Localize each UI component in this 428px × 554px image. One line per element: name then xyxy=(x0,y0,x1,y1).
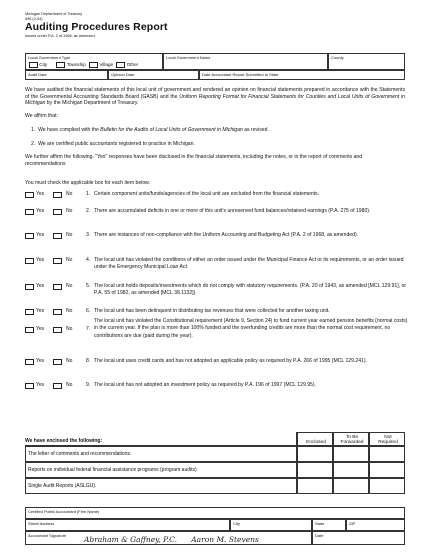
affirmation-1-bulletin: Bulletin for the Audits of Local Units of Government in Michigan xyxy=(100,127,243,133)
yes-checkbox[interactable] xyxy=(25,309,34,315)
question-text: There are accumulated deficits in one or more of this unit's unreserved fund balances/retained earnings (P.A. 275 of 1980). xyxy=(94,208,371,214)
enclosed-heading: We have enclosed the following: xyxy=(25,438,103,444)
city-field-label: City xyxy=(233,521,240,526)
township-checkbox[interactable] xyxy=(56,62,65,68)
yes-checkbox[interactable] xyxy=(25,359,34,365)
zip-field[interactable] xyxy=(346,519,405,531)
no-checkbox[interactable] xyxy=(53,383,62,389)
question-number: 6. xyxy=(86,308,91,314)
no-label: No xyxy=(66,358,73,364)
enclosed-row-label: Reports on individual federal financial assistance programs (program audits). xyxy=(28,467,199,473)
no-checkbox[interactable] xyxy=(53,284,62,290)
question-text: The local unit has violated the Constitutional requirement (Article 9, Section 24) to fund current year earned pension benefits (normal costs) in the current year. If the plan is more than 100% funded and the overfunding credits are more than the normal cost requirement, no contributions are due (paid during the year). xyxy=(94,318,408,339)
other-label: Other xyxy=(126,62,139,68)
yes-label: Yes xyxy=(36,382,45,388)
local-government-type-field xyxy=(25,53,163,70)
yes-label: Yes xyxy=(36,326,45,332)
question-text: The local unit has violated the conditions of either an order issued under the Municipal Finance Act or its requirements, or an order issued under the Emergency Municipal Loan Act. xyxy=(94,257,404,271)
audit-date-label: Audit Date xyxy=(28,72,47,77)
question-text: Certain component units/funds/agencies of the local unit are excluded from the financial statements. xyxy=(94,191,320,197)
date-label: Date xyxy=(315,533,324,538)
question-text: The local unit has not adopted an investment policy as required by P.A. 196 of 1997 (MCL 129.95). xyxy=(94,382,316,388)
yes-checkbox[interactable] xyxy=(25,327,34,333)
no-label: No xyxy=(66,283,73,289)
no-checkbox[interactable] xyxy=(53,233,62,239)
col-required xyxy=(369,432,405,446)
form-number: 496 (2-04) xyxy=(25,16,43,21)
forwarded-cell[interactable] xyxy=(333,446,369,462)
yes-checkbox[interactable] xyxy=(25,284,34,290)
city-checkbox[interactable] xyxy=(29,62,38,68)
instruction-text: You must check the applicable box for each item below. xyxy=(25,180,150,186)
enclosed-cell[interactable] xyxy=(297,446,333,462)
government-type-options xyxy=(29,62,138,68)
affirmation-1-text: We have complied with the xyxy=(38,127,101,133)
affirmation-1-number: 1. xyxy=(31,127,39,133)
city-field[interactable] xyxy=(230,519,312,531)
issued-under: Issued under P.A. 2 of 1968, as amended. xyxy=(25,33,96,38)
enclosed-row-label: Single Audit Reports (ASLGU). xyxy=(28,483,97,489)
opinion-date-field[interactable] xyxy=(108,70,199,80)
handwritten-signature: Abraham & Gaffney, P.C. Aaron M. Stevens xyxy=(84,535,259,544)
no-label: No xyxy=(66,191,73,197)
yes-label: Yes xyxy=(36,257,45,263)
enclosed-table xyxy=(25,432,405,494)
intro-text-italic: Uniform Reporting Format for Financial Statements for Counties and Local Units of Government in Michigan xyxy=(25,93,405,107)
enclosed-cell[interactable] xyxy=(297,478,333,494)
affirmation-1-end: as revised. xyxy=(242,127,269,133)
question-text: The local unit uses credit cards and has not adopted an applicable policy as required by P.A. 266 of 1995 (MCL 129.241). xyxy=(94,358,367,364)
affirmation-2 xyxy=(31,141,195,148)
not-required-cell[interactable] xyxy=(369,446,405,462)
forwarded-cell[interactable] xyxy=(333,462,369,478)
no-checkbox[interactable] xyxy=(53,309,62,315)
firm-name-label: Certified Public Accountant (Firm Name) xyxy=(28,509,100,514)
enclosed-cell[interactable] xyxy=(297,462,333,478)
affirmation-1 xyxy=(31,127,269,134)
col-enclosed xyxy=(297,432,333,446)
question-number: 4. xyxy=(86,257,91,263)
date-field[interactable] xyxy=(312,531,405,545)
state-label: State xyxy=(315,521,325,526)
not-required-cell[interactable] xyxy=(369,478,405,494)
question-number: 1. xyxy=(86,191,91,197)
enclosed-heading-cell xyxy=(25,432,297,446)
no-label: No xyxy=(66,257,73,263)
township-label: Township xyxy=(66,62,86,68)
local-government-name-label: Local Government Name xyxy=(166,55,211,60)
no-label: No xyxy=(66,308,73,314)
question-number: 2. xyxy=(86,208,91,214)
street-address-field[interactable] xyxy=(25,519,230,531)
accountant-info xyxy=(25,507,405,545)
yes-checkbox[interactable] xyxy=(25,209,34,215)
col-required-label: Not Required xyxy=(378,434,398,446)
question-text: The local unit holds deposits/investments which do not comply with statutory requirements. (P.A. 20 of 1943, as amended [MCL 129.91], or P.A. 55 of 1982, as amended [MCL 38.1132]). xyxy=(94,283,407,297)
enclosed-row-label: The letter of comments and recommendations. xyxy=(28,451,132,457)
village-checkbox[interactable] xyxy=(89,62,98,68)
county-label: County xyxy=(331,55,344,60)
not-required-cell[interactable] xyxy=(369,462,405,478)
yes-label: Yes xyxy=(36,308,45,314)
local-government-type-label: Local Government Type xyxy=(28,55,71,60)
local-government-name-field[interactable] xyxy=(163,53,328,70)
no-label: No xyxy=(66,382,73,388)
question-text: The local unit has been delinquent in distributing tax revenues that were collected for another taxing unit. xyxy=(94,308,330,314)
affirm-heading: We affirm that: xyxy=(25,113,58,119)
question-number: 9. xyxy=(86,382,91,388)
opinion-date-label: Opinion Date xyxy=(111,72,135,77)
county-field[interactable] xyxy=(328,53,405,70)
question-number: 7. xyxy=(86,326,91,332)
yes-label: Yes xyxy=(36,208,45,214)
enclosed-row-label-cell xyxy=(25,446,297,462)
yes-checkbox[interactable] xyxy=(25,192,34,198)
yes-label: Yes xyxy=(36,358,45,364)
audit-date-field[interactable] xyxy=(25,70,108,80)
city-label: City xyxy=(39,62,48,68)
no-checkbox[interactable] xyxy=(53,192,62,198)
state-field[interactable] xyxy=(312,519,346,531)
dept-name: Michigan Deptartment of Treasury xyxy=(25,12,83,16)
no-label: No xyxy=(66,232,73,238)
yes-label: Yes xyxy=(36,283,45,289)
report-submitted-date-label: Date Accountant Report Submitted to State xyxy=(202,72,279,77)
col-forwarded-label: To Be Forwarded xyxy=(340,434,364,446)
enclosed-row-label-cell xyxy=(25,462,297,478)
affirmation-2-number: 2. xyxy=(31,141,39,147)
yes-checkbox[interactable] xyxy=(25,383,34,389)
page-title: Auditing Procedures Report xyxy=(25,21,168,33)
local-government-fields xyxy=(25,53,405,80)
yes-label: Yes xyxy=(36,232,45,238)
question-number: 5. xyxy=(86,283,91,289)
question-number: 8. xyxy=(86,358,91,364)
yes-checkbox[interactable] xyxy=(25,258,34,264)
no-checkbox[interactable] xyxy=(53,209,62,215)
yes-checkbox[interactable] xyxy=(25,233,34,239)
affirmation-2-text: We are certified public accountants registered to practice in Michigan. xyxy=(38,141,195,147)
no-checkbox[interactable] xyxy=(53,258,62,264)
intro-text-1: We have audited the financial statements of this local unit of government and rendered an opinion on financial statements prepared in accordance with the Statements of the Governmental Accounting Standards Board (GASB) and the xyxy=(25,87,405,100)
accountant-signature-field[interactable] xyxy=(25,531,312,545)
enclosed-row-label-cell xyxy=(25,478,297,494)
no-checkbox[interactable] xyxy=(53,359,62,365)
no-label: No xyxy=(66,208,73,214)
col-enclosed-label: Enclosed xyxy=(306,439,326,445)
other-checkbox[interactable] xyxy=(116,62,125,68)
intro-paragraph xyxy=(25,87,405,107)
report-submitted-date-field[interactable] xyxy=(199,70,405,80)
forwarded-cell[interactable] xyxy=(333,478,369,494)
zip-label: ZIP xyxy=(349,521,356,526)
col-forwarded xyxy=(333,432,369,446)
street-address-label: Street Address xyxy=(28,521,55,526)
question-number: 3. xyxy=(86,232,91,238)
no-checkbox[interactable] xyxy=(53,327,62,333)
question-text: There are instances of non-compliance with the Uniform Accounting and Budgeting Act (P.A. 2 of 1968, as amended). xyxy=(94,232,359,238)
no-label: No xyxy=(66,326,73,332)
further-affirm: We further affirm the following. "Yes" responses have been disclosed in the financial statements, including the notes, or in the report of comments and recommendations xyxy=(25,154,363,167)
village-label: Village xyxy=(99,62,114,68)
firm-name-field[interactable] xyxy=(25,507,405,519)
yes-label: Yes xyxy=(36,191,45,197)
intro-text-2: by the Michigan Department of Treasury. xyxy=(45,100,139,107)
accountant-signature-label: Accountant Signature xyxy=(28,533,67,538)
